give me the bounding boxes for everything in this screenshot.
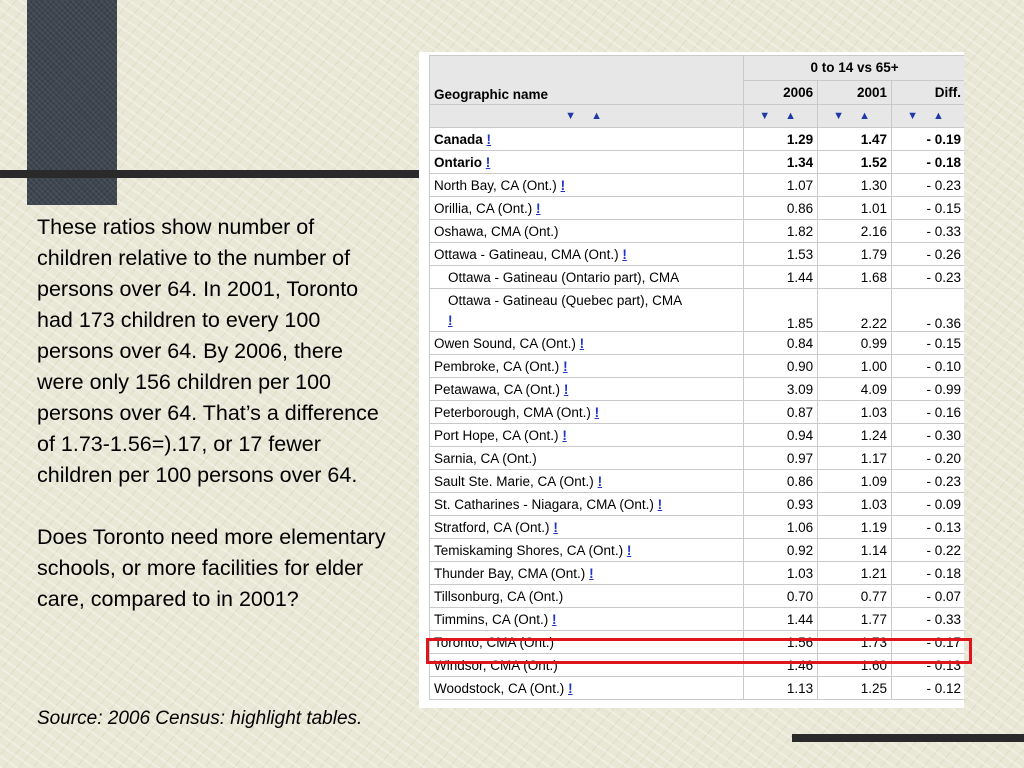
geographic-name: Port Hope, CA (Ont.)	[434, 427, 559, 443]
value-diff: - 0.20	[892, 447, 964, 470]
geographic-name: Ottawa - Gatineau (Quebec part), CMA	[448, 293, 683, 308]
value-diff: - 0.09	[892, 493, 964, 516]
table-row	[430, 332, 965, 355]
info-link-icon[interactable]: !	[657, 496, 663, 512]
geographic-name: Owen Sound, CA (Ont.)	[434, 335, 576, 351]
source-citation: Source: 2006 Census: highlight tables.	[37, 708, 363, 729]
geographic-name-cell	[430, 424, 744, 447]
table-row	[430, 677, 965, 700]
table-row	[430, 174, 965, 197]
geographic-name: North Bay, CA (Ont.)	[434, 177, 557, 193]
info-link-icon[interactable]: !	[485, 154, 491, 170]
decorative-rule-top	[0, 170, 420, 178]
geographic-name: Toronto, CMA (Ont.)	[434, 634, 555, 650]
info-link-icon[interactable]: !	[579, 335, 585, 351]
value-2001: 1.60	[818, 654, 892, 677]
value-2006: 0.70	[744, 585, 818, 608]
geographic-name: Sault Ste. Marie, CA (Ont.)	[434, 473, 594, 489]
info-link-icon[interactable]: !	[563, 381, 569, 397]
geographic-name-cell	[430, 128, 744, 151]
value-diff: - 0.18	[892, 562, 964, 585]
geographic-name: Peterborough, CMA (Ont.)	[434, 404, 591, 420]
table-row	[430, 401, 965, 424]
value-2006: 0.94	[744, 424, 818, 447]
value-2006: 0.93	[744, 493, 818, 516]
value-2001: 4.09	[818, 378, 892, 401]
info-link-icon[interactable]: !	[552, 611, 557, 627]
table-row	[430, 243, 965, 266]
value-2006: 0.90	[744, 355, 818, 378]
geographic-name-cell	[430, 401, 744, 424]
geographic-name: Stratford, CA (Ont.)	[434, 519, 550, 535]
geographic-name-cell	[430, 378, 744, 401]
value-2001: 1.25	[818, 677, 892, 700]
table-row	[430, 562, 965, 585]
info-link-icon[interactable]: !	[448, 313, 453, 328]
header-group-age: 0 to 14 vs 65+	[744, 56, 964, 81]
table-row	[430, 289, 965, 332]
value-2001: 2.22	[818, 289, 892, 332]
value-diff: - 0.22	[892, 539, 964, 562]
value-diff: - 0.10	[892, 355, 964, 378]
table-row	[430, 447, 965, 470]
value-2006: 0.86	[744, 470, 818, 493]
value-2001: 0.99	[818, 332, 892, 355]
info-link-icon[interactable]: !	[594, 404, 600, 420]
value-2001: 1.09	[818, 470, 892, 493]
geographic-name: Ottawa - Gatineau, CMA (Ont.)	[434, 246, 619, 262]
value-2001: 1.68	[818, 266, 892, 289]
value-2001: 1.52	[818, 151, 892, 174]
geographic-name: Pembroke, CA (Ont.)	[434, 358, 560, 374]
geographic-name-cell	[430, 447, 744, 470]
info-link-icon[interactable]: !	[560, 177, 566, 193]
geographic-name-cell	[430, 151, 744, 174]
explanation-text	[37, 212, 389, 646]
value-diff: - 0.36	[892, 289, 964, 332]
value-2001: 1.73	[818, 631, 892, 654]
info-link-icon[interactable]: !	[562, 427, 567, 443]
info-link-icon[interactable]: !	[626, 542, 632, 558]
geographic-name-cell	[430, 243, 744, 266]
value-2006: 1.82	[744, 220, 818, 243]
table-row	[430, 266, 965, 289]
value-diff: - 0.16	[892, 401, 964, 424]
value-2006: 0.97	[744, 447, 818, 470]
geographic-name-cell	[430, 332, 744, 355]
value-2001: 1.03	[818, 493, 892, 516]
info-link-icon[interactable]: !	[553, 519, 558, 535]
value-diff: - 0.15	[892, 197, 964, 220]
table-row	[430, 128, 965, 151]
value-diff: - 0.13	[892, 516, 964, 539]
table-row	[430, 470, 965, 493]
geographic-name-cell	[430, 470, 744, 493]
geographic-name: Thunder Bay, CMA (Ont.)	[434, 565, 586, 581]
value-2006: 1.07	[744, 174, 818, 197]
table-row	[430, 608, 965, 631]
value-2001: 1.19	[818, 516, 892, 539]
value-2001: 1.24	[818, 424, 892, 447]
value-diff: - 0.33	[892, 608, 964, 631]
value-2006: 1.06	[744, 516, 818, 539]
value-2006: 1.34	[744, 151, 818, 174]
geographic-name-cell	[430, 197, 744, 220]
geographic-name: St. Catharines - Niagara, CMA (Ont.)	[434, 496, 654, 512]
value-diff: - 0.23	[892, 174, 964, 197]
census-ratio-table	[429, 55, 964, 700]
value-2006: 1.53	[744, 243, 818, 266]
header-diff: Diff.	[892, 80, 964, 105]
geographic-name: Oshawa, CMA (Ont.)	[434, 223, 559, 239]
geographic-name-cell	[430, 677, 744, 700]
paragraph-ratios: These ratios show number of children relative to the number of persons over 64. In 2001, Toronto had 173 children to every 100 persons over 64. By 2006, there were only 156 children per 100 persons over 64. That’s a difference of 1.73-1.56=).17, or 17 fewer children per 100 persons over 64.	[37, 215, 379, 487]
info-link-icon[interactable]: !	[568, 680, 573, 696]
geographic-name-cell	[430, 266, 744, 289]
geographic-name: Windsor, CMA (Ont.)	[434, 657, 558, 673]
geographic-name: Orillia, CA (Ont.)	[434, 200, 533, 216]
value-diff: - 0.23	[892, 470, 964, 493]
value-diff: - 0.30	[892, 424, 964, 447]
value-2001: 1.17	[818, 447, 892, 470]
census-table-panel	[419, 52, 964, 708]
table-row	[430, 516, 965, 539]
geographic-name: Sarnia, CA (Ont.)	[434, 450, 537, 466]
value-2006: 1.56	[744, 631, 818, 654]
table-row	[430, 220, 965, 243]
value-diff: - 0.26	[892, 243, 964, 266]
geographic-name: Timmins, CA (Ont.)	[434, 611, 549, 627]
geographic-name: Woodstock, CA (Ont.)	[434, 680, 565, 696]
geographic-name: Canada	[434, 131, 483, 147]
geographic-name-cell	[430, 355, 744, 378]
table-row	[430, 197, 965, 220]
sort-arrows-2001[interactable]: ▼ ▲	[818, 105, 892, 128]
value-diff: - 0.33	[892, 220, 964, 243]
table-row	[430, 151, 965, 174]
header-2001: 2001	[818, 80, 892, 105]
decorative-rule-bottom	[792, 734, 1024, 742]
table-row	[430, 424, 965, 447]
value-2006: 1.44	[744, 608, 818, 631]
value-2006: 1.44	[744, 266, 818, 289]
info-link-icon[interactable]: !	[536, 200, 541, 216]
value-diff: - 0.99	[892, 378, 964, 401]
sort-arrows-2006[interactable]: ▼ ▲	[744, 105, 818, 128]
value-2006: 1.46	[744, 654, 818, 677]
info-link-icon[interactable]: !	[563, 358, 568, 374]
value-diff: - 0.13	[892, 654, 964, 677]
header-geographic-name: Geographic name	[430, 56, 744, 105]
geographic-name: Petawawa, CA (Ont.)	[434, 381, 561, 397]
geographic-name: Ontario	[434, 154, 483, 170]
info-link-icon[interactable]: !	[622, 246, 627, 262]
value-diff: - 0.12	[892, 677, 964, 700]
value-2001: 1.21	[818, 562, 892, 585]
geographic-name-cell	[430, 562, 744, 585]
info-link-icon[interactable]: !	[589, 565, 594, 581]
geographic-name: Ottawa - Gatineau (Ontario part), CMA	[448, 269, 680, 285]
value-2006: 1.85	[744, 289, 818, 332]
value-2001: 1.30	[818, 174, 892, 197]
value-2006: 0.92	[744, 539, 818, 562]
value-2006: 0.87	[744, 401, 818, 424]
value-diff: - 0.19	[892, 128, 964, 151]
table-row	[430, 539, 965, 562]
value-diff: - 0.17	[892, 631, 964, 654]
paragraph-question: Does Toronto need more elementary schools, or more facilities for elder care, compared to in 2001?	[37, 525, 386, 611]
geographic-name: Tillsonburg, CA (Ont.)	[434, 588, 564, 604]
value-2001: 1.47	[818, 128, 892, 151]
geographic-name-cell	[430, 493, 744, 516]
toronto-highlight-box	[426, 638, 972, 664]
sort-arrows-diff[interactable]: ▼ ▲	[892, 105, 964, 128]
info-link-icon[interactable]: !	[597, 473, 603, 489]
header-2006: 2006	[744, 80, 818, 105]
value-diff: - 0.23	[892, 266, 964, 289]
value-diff: - 0.07	[892, 585, 964, 608]
geographic-name-cell	[430, 539, 744, 562]
info-link-icon[interactable]: !	[486, 131, 492, 147]
value-2001: 1.77	[818, 608, 892, 631]
geographic-name-cell	[430, 220, 744, 243]
value-2001: 1.79	[818, 243, 892, 266]
table-row	[430, 355, 965, 378]
value-2001: 1.14	[818, 539, 892, 562]
table-row	[430, 378, 965, 401]
sort-arrows-name[interactable]: ▼ ▲	[430, 105, 744, 128]
value-2006: 0.84	[744, 332, 818, 355]
value-2006: 3.09	[744, 378, 818, 401]
value-diff: - 0.18	[892, 151, 964, 174]
table-row	[430, 585, 965, 608]
value-2006: 1.29	[744, 128, 818, 151]
geographic-name-cell	[430, 174, 744, 197]
value-2001: 1.01	[818, 197, 892, 220]
value-2001: 2.16	[818, 220, 892, 243]
value-2001: 1.00	[818, 355, 892, 378]
geographic-name-cell	[430, 585, 744, 608]
geographic-name: Temiskaming Shores, CA (Ont.)	[434, 542, 624, 558]
value-2006: 0.86	[744, 197, 818, 220]
geographic-name-cell	[430, 516, 744, 539]
value-diff: - 0.15	[892, 332, 964, 355]
value-2006: 1.13	[744, 677, 818, 700]
geographic-name-cell	[430, 289, 744, 332]
value-2001: 1.03	[818, 401, 892, 424]
value-2006: 1.03	[744, 562, 818, 585]
value-2001: 0.77	[818, 585, 892, 608]
geographic-name-cell	[430, 608, 744, 631]
table-row	[430, 493, 965, 516]
